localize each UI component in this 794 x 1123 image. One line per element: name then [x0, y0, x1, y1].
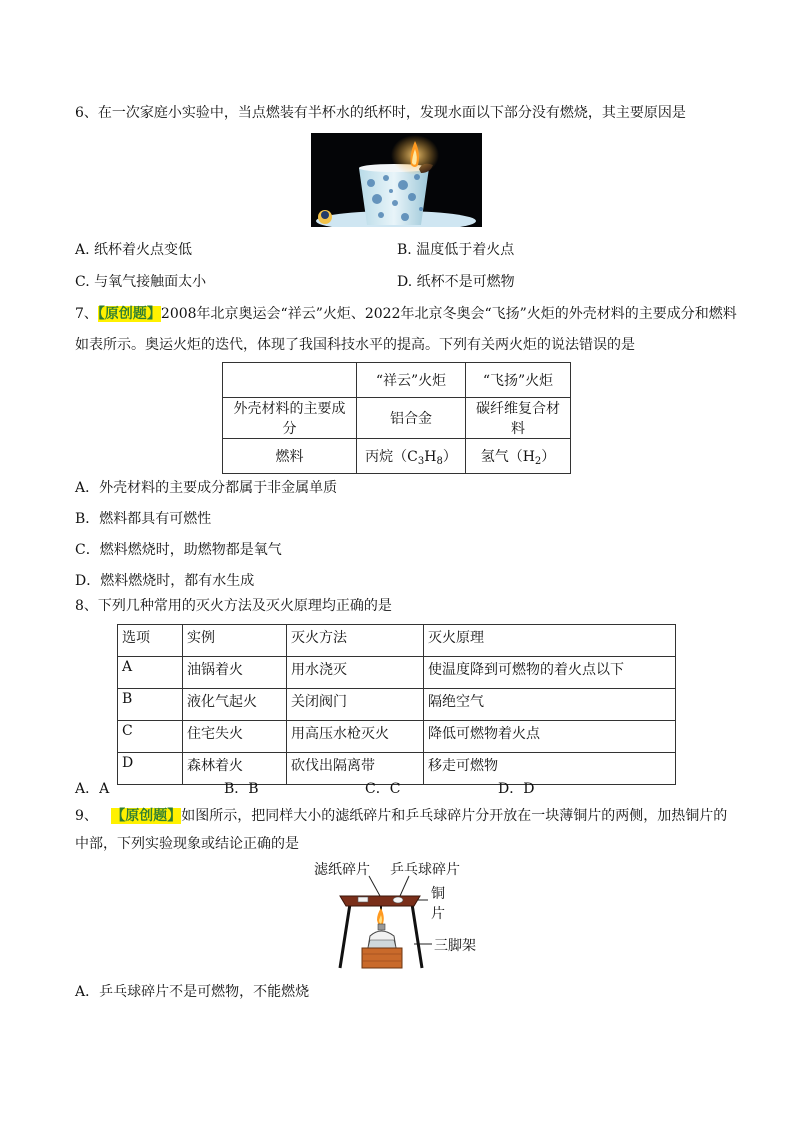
q6-option-d: D. 纸杯不是可燃物	[397, 274, 515, 290]
formula-text: 氢气（H	[480, 448, 535, 465]
table-row	[118, 657, 676, 689]
copper-label-1: 铜	[431, 886, 445, 902]
fire-extinguishing-table	[117, 624, 676, 785]
q7-stem-line1	[75, 304, 737, 324]
propane-formula-cell	[357, 439, 466, 474]
formula-subscript: 8	[436, 455, 443, 467]
q7-option-b: B．燃料都具有可燃性	[75, 511, 212, 527]
table-cell: 砍伐出隔离带	[287, 753, 424, 785]
formula-text: ）	[442, 448, 457, 465]
hydrogen-formula-cell	[466, 439, 571, 474]
table-row	[118, 625, 676, 657]
table-cell: 用高压水枪灭火	[287, 721, 424, 753]
formula-text: H	[424, 448, 437, 465]
table-cell: 油锅着火	[183, 657, 287, 689]
q8-stem: 8、下列几种常用的灭火方法及灭火原理均正确的是	[75, 598, 392, 614]
table-cell: B	[118, 689, 183, 721]
table-cell: 液化气起火	[183, 689, 287, 721]
q7-option-d: D．燃料燃烧时，都有水生成	[75, 573, 255, 589]
table-cell: 燃料	[223, 439, 357, 474]
table-row	[118, 689, 676, 721]
pingpong-label: 乒乓球碎片	[390, 862, 460, 878]
table-cell: 住宅失火	[183, 721, 287, 753]
q8-option-d: D．D	[498, 781, 535, 797]
q7-number: 7、	[75, 306, 98, 322]
q9-number: 9、	[75, 808, 98, 824]
q7-stem-line2: 如表所示。奥运火炬的迭代，体现了我国科技水平的提高。下列有关两火炬的说法错误的是	[75, 337, 635, 353]
table-row	[118, 721, 676, 753]
q6-stem: 6、在一次家庭小实验中，当点燃装有半杯水的纸杯时，发现水面以下部分没有燃烧，其主要原因是	[75, 105, 686, 121]
q7-option-c: C．燃料燃烧时，助燃物都是氧气	[75, 542, 282, 558]
table-cell	[223, 363, 357, 398]
table-cell: 铝合金	[357, 398, 466, 439]
q8-option-a: A．A	[75, 781, 110, 797]
q6-option-c: C. 与氧气接触面太小	[75, 274, 207, 290]
q6-option-b: B. 温度低于着火点	[397, 242, 515, 258]
table-cell: 森林着火	[183, 753, 287, 785]
formula-subscript: 3	[417, 455, 425, 467]
q9-option-a: A．乒乓球碎片不是可燃物，不能燃烧	[75, 984, 310, 1000]
table-row	[223, 398, 571, 439]
table-cell: 使温度降到可燃物的着火点以下	[424, 657, 676, 689]
q9-stem-line2: 中部，下列实验现象或结论正确的是	[75, 836, 299, 852]
table-row	[223, 439, 571, 474]
table-cell: D	[118, 753, 183, 785]
burning-paper-cup-photo	[311, 133, 482, 227]
table-cell: “飞扬”火炬	[466, 363, 571, 398]
table-cell: “祥云”火炬	[357, 363, 466, 398]
table-cell: 降低可燃物着火点	[424, 721, 676, 753]
torch-comparison-table	[222, 362, 571, 474]
original-question-tag: 【原创题】	[97, 306, 161, 322]
q7-stem-text: 2008年北京奥运会“祥云”火炬、2022年北京冬奥会“飞扬”火炬的外壳材料的主要成分和燃料	[160, 306, 737, 322]
table-row	[223, 363, 571, 398]
q8-option-b: B．B	[224, 781, 259, 797]
table-cell: 移走可燃物	[424, 753, 676, 785]
tripod-label: 三脚架	[434, 938, 476, 954]
q9-stem-text: 如图所示，把同样大小的滤纸碎片和乒乓球碎片分开放在一块薄铜片的两侧，加热铜片的	[181, 808, 728, 824]
copper-label-2: 片	[431, 906, 445, 922]
table-cell: 实例	[183, 625, 287, 657]
table-cell: 碳纤维复合材料	[466, 398, 571, 439]
table-cell: C	[118, 721, 183, 753]
filter-paper-label: 滤纸碎片	[314, 862, 370, 878]
table-cell: 外壳材料的主要成分	[223, 398, 357, 439]
table-cell: 选项	[118, 625, 183, 657]
formula-subscript: 2	[534, 455, 542, 467]
table-cell: 隔绝空气	[424, 689, 676, 721]
table-cell: A	[118, 657, 183, 689]
q8-option-c: C．C	[365, 781, 401, 797]
original-question-tag: 【原创题】	[111, 808, 182, 824]
copper-heating-diagram	[314, 860, 484, 975]
table-cell: 用水浇灭	[287, 657, 424, 689]
table-cell: 灭火原理	[424, 625, 676, 657]
q7-option-a: A．外壳材料的主要成分都属于非金属单质	[75, 480, 338, 496]
formula-text: 丙烷（C	[365, 448, 418, 465]
table-cell: 关闭阀门	[287, 689, 424, 721]
q9-stem-line1	[75, 806, 727, 826]
formula-text: ）	[541, 448, 556, 465]
q6-option-a: A. 纸杯着火点变低	[75, 242, 193, 258]
table-cell: 灭火方法	[287, 625, 424, 657]
